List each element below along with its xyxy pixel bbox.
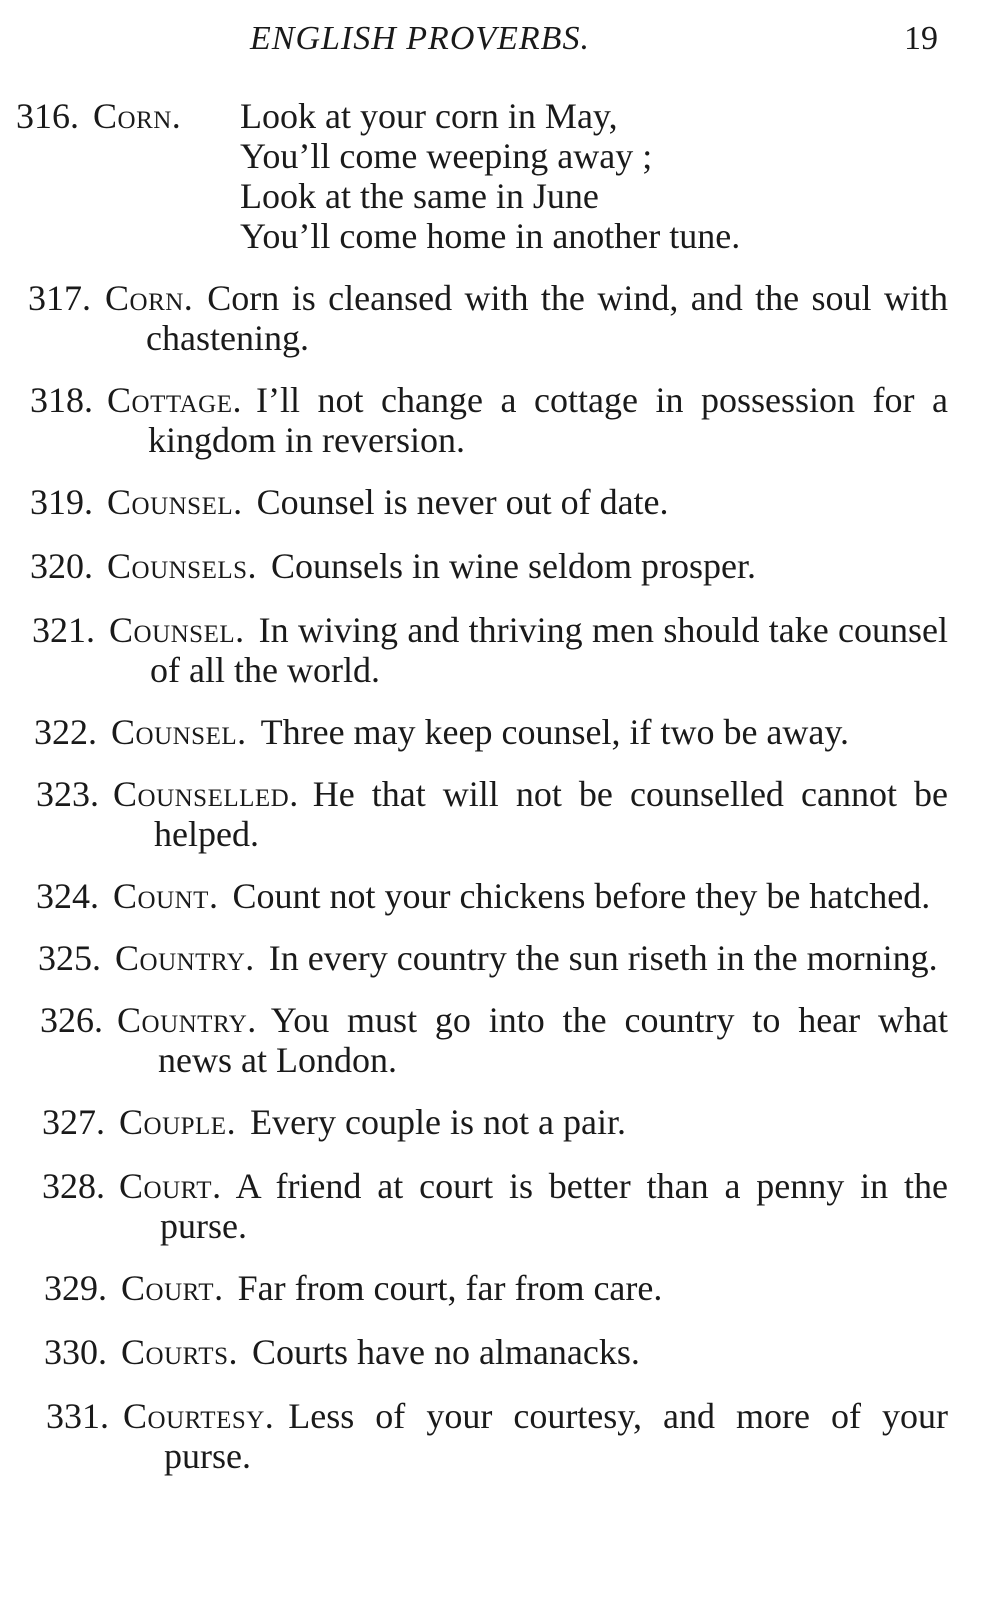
running-title: ENGLISH PROVERBS. bbox=[250, 20, 590, 57]
proverb-entry-320 bbox=[8, 546, 1000, 586]
proverb-headword: Corn. bbox=[93, 96, 182, 136]
proverb-entry-326 bbox=[18, 1000, 1000, 1080]
proverb-headword: Corn. bbox=[105, 278, 194, 318]
proverb-entry-329 bbox=[22, 1268, 1000, 1308]
proverb-number: 316. bbox=[16, 96, 79, 136]
proverb-text: Less of your courtesy, and more of your purse. bbox=[164, 1396, 948, 1476]
proverb-entry-331 bbox=[24, 1396, 1000, 1476]
verse-line: Look at your corn in May, bbox=[240, 96, 618, 136]
proverb-text: Counsel is never out of date. bbox=[256, 482, 669, 522]
verse-line: Look at the same in June bbox=[240, 176, 599, 216]
proverb-number: 331. bbox=[46, 1396, 109, 1436]
proverb-headword: Country. bbox=[117, 1000, 257, 1040]
proverb-headword: Counsel. bbox=[107, 482, 243, 522]
proverb-number: 329. bbox=[44, 1268, 107, 1308]
proverb-entry-330 bbox=[22, 1332, 1000, 1372]
proverb-number: 328. bbox=[42, 1166, 105, 1206]
proverb-text: Far from court, far from care. bbox=[237, 1268, 663, 1308]
proverb-entry-316 bbox=[0, 96, 1000, 256]
proverb-list bbox=[0, 96, 1000, 1498]
proverb-entry-324 bbox=[14, 876, 1000, 916]
proverb-number: 326. bbox=[40, 1000, 103, 1040]
proverb-entry-322 bbox=[12, 712, 1000, 752]
proverb-entry-325 bbox=[16, 938, 1000, 978]
proverb-headword: Courtesy. bbox=[123, 1396, 275, 1436]
proverb-entry-323 bbox=[14, 774, 1000, 854]
proverb-number: 318. bbox=[30, 380, 93, 420]
proverb-headword: Counsels. bbox=[107, 546, 258, 586]
proverb-number: 324. bbox=[36, 876, 99, 916]
proverb-headword: Court. bbox=[119, 1166, 222, 1206]
proverb-number: 323. bbox=[36, 774, 99, 814]
proverb-number: 322. bbox=[34, 712, 97, 752]
proverb-headword: Court. bbox=[121, 1268, 224, 1308]
proverb-entry-318 bbox=[8, 380, 1000, 460]
proverb-entry-317 bbox=[6, 278, 1000, 358]
proverb-headword: Courts. bbox=[121, 1332, 238, 1372]
proverb-number: 330. bbox=[44, 1332, 107, 1372]
proverb-text: Corn is cleansed with the wind, and the soul with chastening. bbox=[146, 278, 948, 358]
proverb-text: In wiving and thriving men should take counsel of all the world. bbox=[150, 610, 948, 690]
verse-line: You’ll come weeping away ; bbox=[240, 136, 653, 176]
proverb-text: You must go into the country to hear what news at London. bbox=[158, 1000, 948, 1080]
proverb-number: 317. bbox=[28, 278, 91, 318]
proverb-number: 321. bbox=[32, 610, 95, 650]
proverb-number: 327. bbox=[42, 1102, 105, 1142]
proverb-headword: Couple. bbox=[119, 1102, 237, 1142]
proverb-number: 319. bbox=[30, 482, 93, 522]
running-head bbox=[0, 20, 1000, 64]
proverb-headword: Counselled. bbox=[113, 774, 299, 814]
proverb-number: 320. bbox=[30, 546, 93, 586]
proverb-verse bbox=[240, 96, 740, 256]
page-number: 19 bbox=[904, 20, 938, 57]
proverb-text: I’ll not change a cottage in possession for a kingdom in reversion. bbox=[148, 380, 948, 460]
proverb-text: Every couple is not a pair. bbox=[250, 1102, 626, 1142]
proverb-headword: Counsel. bbox=[111, 712, 247, 752]
proverb-text: Count not your chickens before they be hatched. bbox=[232, 876, 931, 916]
proverb-entry-327 bbox=[20, 1102, 1000, 1142]
proverb-text: Three may keep counsel, if two be away. bbox=[260, 712, 850, 752]
proverb-entry-328 bbox=[20, 1166, 1000, 1246]
proverb-headword: Cottage. bbox=[107, 380, 242, 420]
proverb-headword: Counsel. bbox=[109, 610, 245, 650]
proverb-text: A friend at court is better than a penny in the purse. bbox=[160, 1166, 948, 1246]
proverb-headword: Count. bbox=[113, 876, 219, 916]
proverb-entry-321 bbox=[10, 610, 1000, 690]
proverb-number: 325. bbox=[38, 938, 101, 978]
verse-line: You’ll come home in another tune. bbox=[240, 216, 741, 256]
proverb-text: He that will not be counselled cannot be helped. bbox=[154, 774, 948, 854]
proverb-entry-319 bbox=[8, 482, 1000, 522]
proverb-headword: Country. bbox=[115, 938, 255, 978]
proverb-text: In every country the sun riseth in the morning. bbox=[268, 938, 938, 978]
proverb-text: Courts have no almanacks. bbox=[251, 1332, 640, 1372]
proverb-text: Counsels in wine seldom prosper. bbox=[271, 546, 756, 586]
